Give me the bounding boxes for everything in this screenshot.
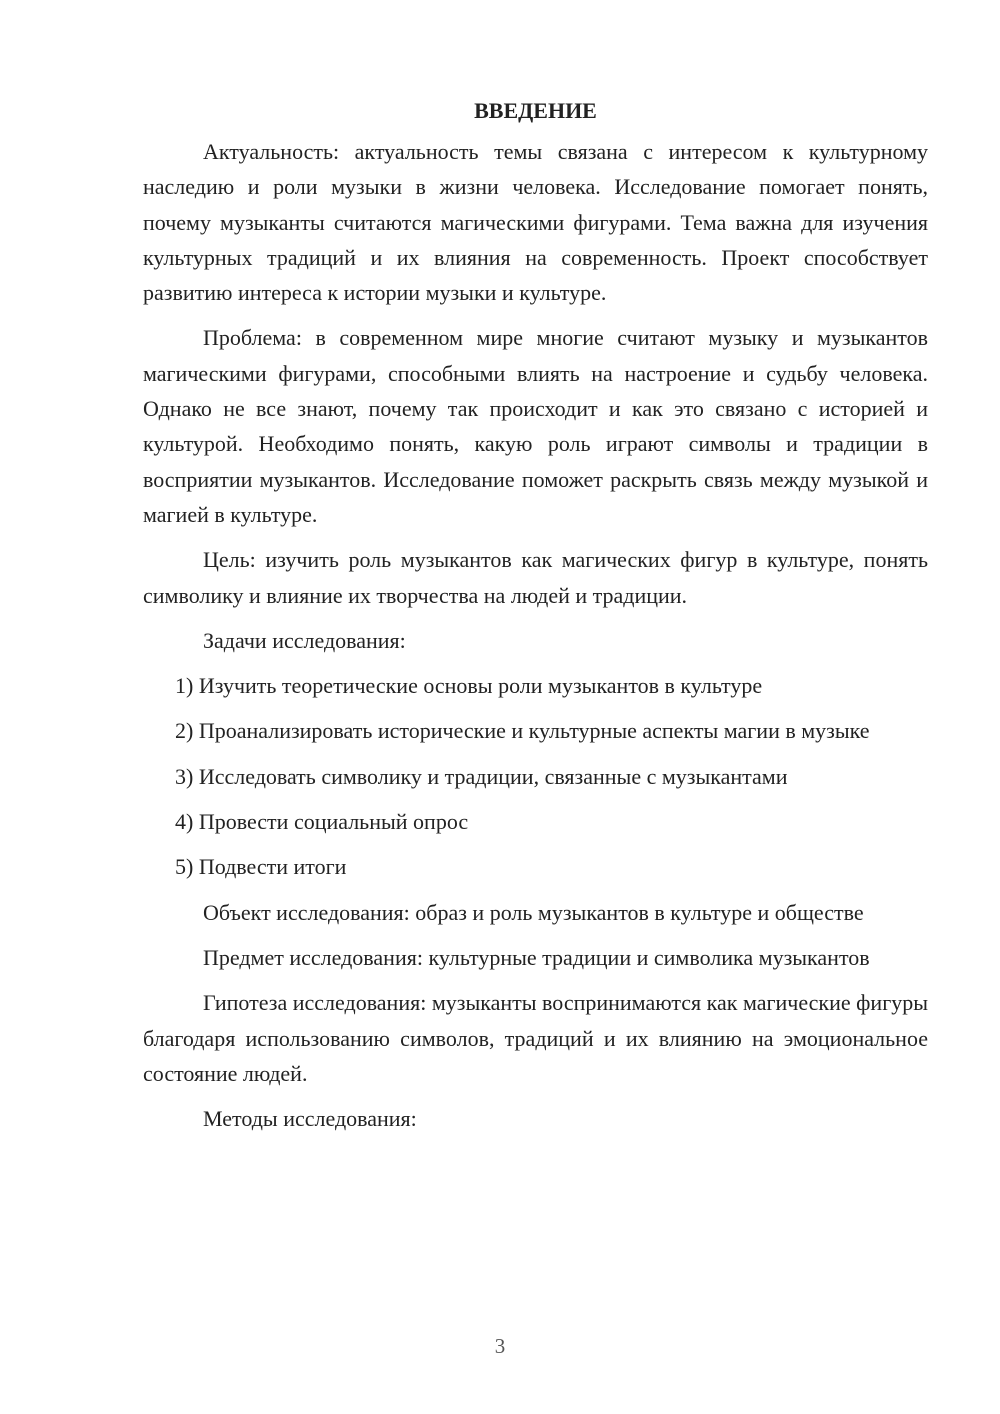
task-item-4: 4) Провести социальный опрос (175, 809, 469, 835)
task-item-2: 2) Проанализировать исторические и культурные аспекты магии в музыке (175, 718, 870, 744)
task-item-5: 5) Подвести итоги (175, 854, 347, 880)
object-paragraph: Объект исследования: образ и роль музыкантов в культуре и обществе (203, 899, 864, 925)
methods-heading: Методы исследования: (203, 1106, 417, 1132)
problem-paragraph: Проблема: в современном мире многие считают музыку и музыкантов магическими фигурами, способными влиять на настроение и судьбу человека. Однако не все знают, почему так происходит и как это связано с историей и культурой. Необходимо понять, какую роль играют символы и традиции в восприятии музыкантов. Исследование поможет раскрыть связь между музыкой и магией в культуре. (143, 325, 928, 527)
hypothesis-paragraph: Гипотеза исследования: музыканты воспринимаются как магические фигуры благодаря использованию символов, традиций и их влиянию на эмоциональное состояние людей. (143, 990, 928, 1086)
tasks-heading: Задачи исследования: (203, 627, 406, 653)
subject-paragraph: Предмет исследования: культурные традиции и символика музыкантов (203, 944, 870, 970)
page-content (143, 92, 928, 1146)
task-item-1: 1) Изучить теоретические основы роли музыкантов в культуре (175, 673, 763, 699)
task-item-3: 3) Исследовать символику и традиции, связанные с музыкантами (175, 763, 788, 789)
goal-paragraph: Цель: изучить роль музыкантов как магических фигур в культуре, понять символику и влияние их творчества на людей и традиции. (143, 547, 928, 608)
page-number: 3 (494, 1334, 506, 1358)
relevance-paragraph: Актуальность: актуальность темы связана с интересом к культурному наследию и роли музыки в жизни человека. Исследование помогает понять, почему музыканты считаются магическими фигурами. Тема важна для изучения культурных традиций и их влияния на современность. Проект способствует развитию интереса к истории музыки и культуре. (143, 139, 928, 306)
section-title: ВВЕДЕНИЕ (474, 98, 597, 123)
